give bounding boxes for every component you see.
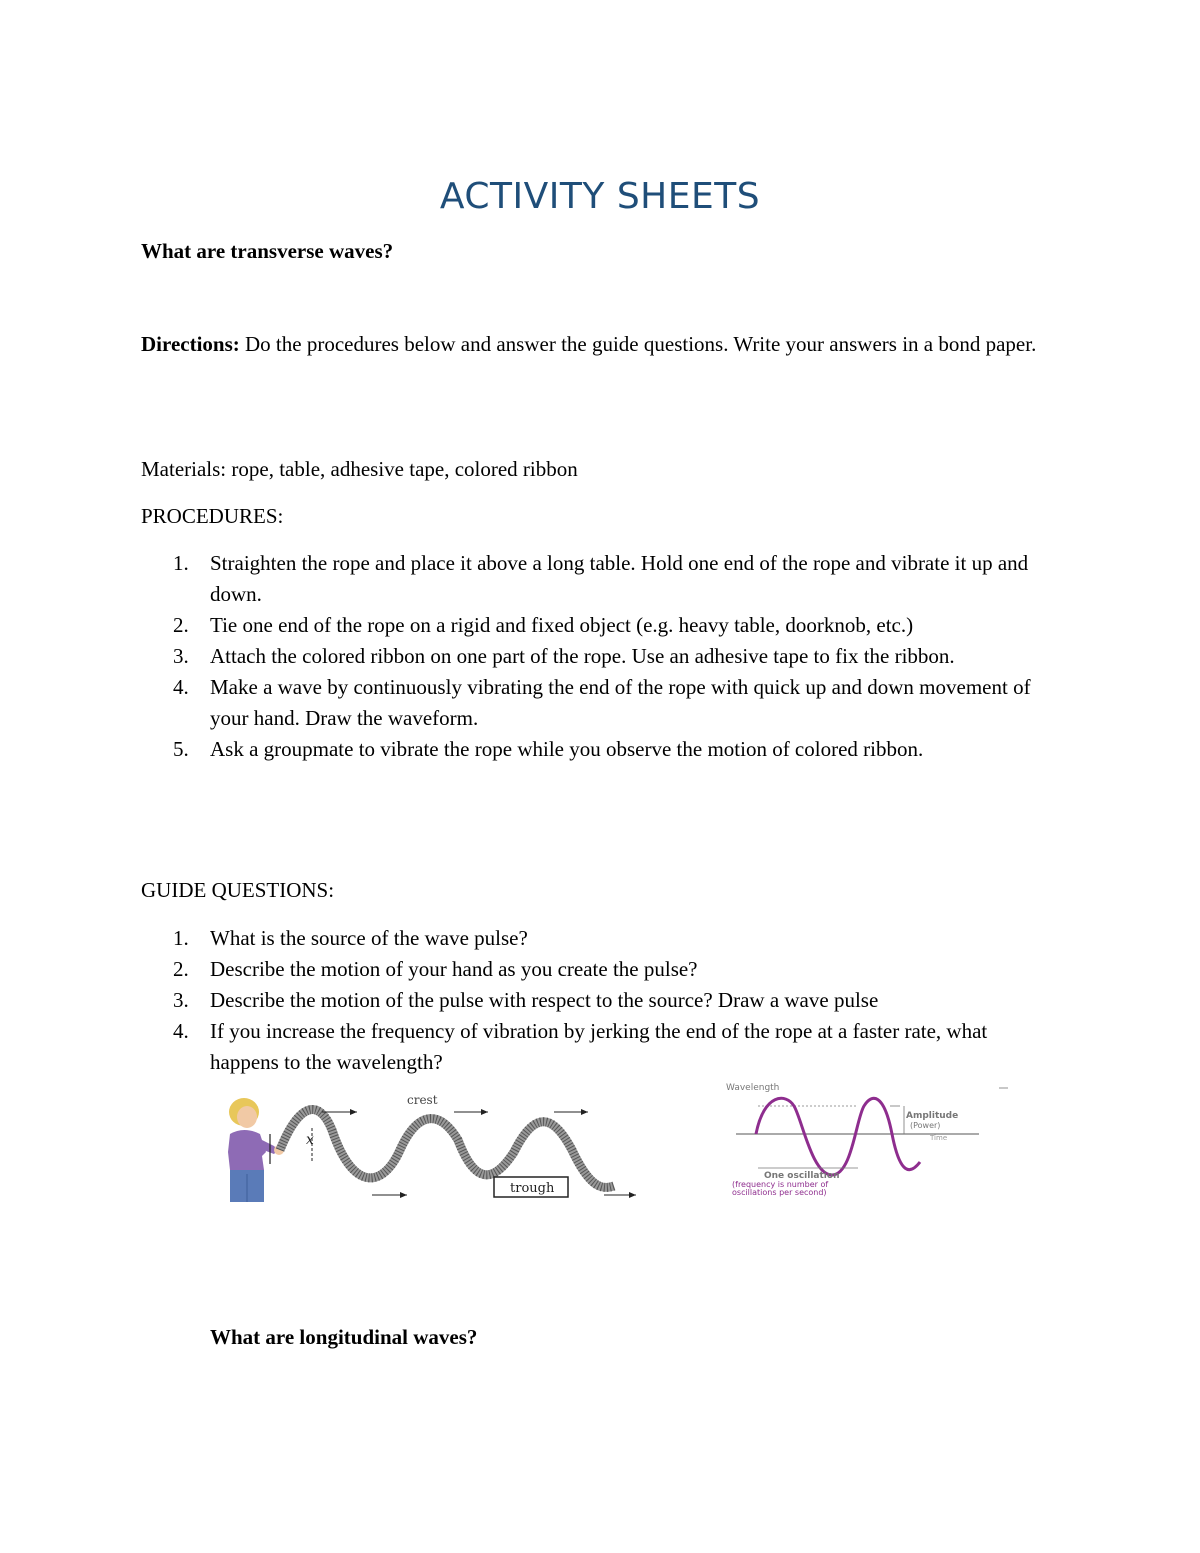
section-heading-transverse: What are transverse waves? [141,239,394,263]
displacement-label: x [306,1132,314,1148]
procedure-number: 1. [173,551,189,575]
amplitude-label: Amplitude [906,1111,959,1121]
sine-wave [756,1098,920,1175]
guide-question-item [141,923,1061,954]
procedures-list [141,548,1061,765]
crest-label: crest [407,1093,438,1107]
guide-questions-heading: GUIDE QUESTIONS: [141,878,335,902]
procedure-item [141,641,1061,672]
procedure-number: 5. [173,737,189,761]
procedure-text: Ask a groupmate to vibrate the rope while you observe the motion of colored ribbon. [210,737,924,761]
amplitude-sub-label: (Power) [910,1121,941,1130]
question-number: 3. [173,988,189,1012]
wavelength-label: Wavelength [726,1083,780,1093]
procedure-number: 4. [173,675,189,699]
question-text: Describe the motion of your hand as you create the pulse? [210,957,698,981]
procedure-item [141,734,1061,765]
question-text: If you increase the frequency of vibration by jerking the end of the rope at a faster rate, what happens to the wavelength? [210,1019,988,1074]
guide-question-item [141,954,1061,985]
procedure-item [141,672,1061,734]
question-number: 2. [173,957,189,981]
guide-question-item [141,985,1061,1016]
procedures-heading: PROCEDURES: [141,504,284,528]
rope-wave-figure [222,1090,642,1205]
procedure-number: 2. [173,613,189,637]
directions-paragraph [141,329,1081,360]
trough-label: trough [510,1181,555,1196]
time-label: Time [930,1134,948,1142]
procedure-text: Tie one end of the rope on a rigid and fixed object (e.g. heavy table, doorknob, etc.) [210,613,914,637]
guide-question-item [141,1016,1061,1078]
procedure-item [141,610,1061,641]
question-text: Describe the motion of the pulse with respect to the source? Draw a wave pulse [210,988,879,1012]
section-heading-longitudinal: What are longitudinal waves? [210,1325,478,1349]
procedure-text: Straighten the rope and place it above a long table. Hold one end of the rope and vibrate it up and down. [210,551,1029,606]
procedure-text: Make a wave by continuously vibrating the end of the rope with quick up and down movement of your hand. Draw the waveform. [210,675,1031,730]
oscillation-note-line2: oscillations per second) [732,1188,827,1197]
question-text: What is the source of the wave pulse? [210,926,528,950]
procedure-number: 3. [173,644,189,668]
page-title: ACTIVITY SHEETS [439,176,761,217]
directions-text: Do the procedures below and answer the guide questions. Write your answers in a bond paper. [239,332,1037,356]
question-number: 1. [173,926,189,950]
directions-label: Directions: [141,332,240,356]
sine-wave-diagram [724,1078,1014,1198]
question-number: 4. [173,1019,189,1043]
procedure-item [141,548,1061,610]
guide-questions-list [141,923,1061,1078]
person-illustration [228,1098,284,1202]
procedure-text: Attach the colored ribbon on one part of the rope. Use an adhesive tape to fix the ribbon. [210,644,955,668]
materials-line: Materials: rope, table, adhesive tape, colored ribbon [141,457,578,481]
oscillation-note-line1: (frequency is number of [732,1180,829,1189]
one-oscillation-label: One oscillation [764,1171,840,1181]
